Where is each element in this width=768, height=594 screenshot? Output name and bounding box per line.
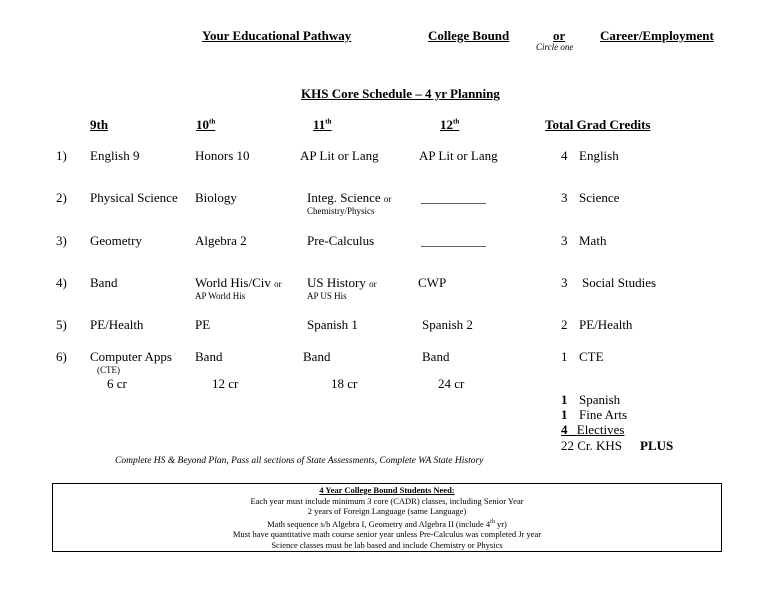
plus-label: PLUS — [640, 438, 674, 453]
pathway-label: Your Educational Pathway — [202, 28, 352, 43]
column-header-9th: 9th — [90, 117, 109, 132]
college-bound-requirements-box — [52, 483, 722, 552]
cumulative-credits-12th: 24 cr — [438, 376, 465, 391]
row-number: 6) — [56, 349, 67, 364]
course-9th: Geometry — [90, 233, 142, 248]
course-11th-alternative: Chemistry/Physics — [307, 206, 375, 216]
additional-requirements: Complete HS & Beyond Plan, Pass all sections of State Assessments, Complete WA State History — [115, 456, 484, 466]
credit-count: 1 — [561, 349, 568, 364]
or-text: or — [553, 28, 566, 43]
course-11th: Integ. Science or — [307, 190, 392, 205]
course-11th: US History or — [307, 275, 377, 290]
credit-subject: Science — [579, 190, 620, 205]
row-number: 2) — [56, 190, 67, 205]
credit-count: 3 — [561, 190, 568, 205]
column-header-11th: 11th — [313, 117, 332, 132]
course-10th: World His/Civ or — [195, 275, 282, 290]
credit-subject: PE/Health — [579, 317, 633, 332]
credit-subject: Social Studies — [582, 275, 657, 290]
course-10th: Honors 10 — [195, 148, 250, 163]
course-11th: AP Lit or Lang — [300, 148, 379, 163]
course-9th: Computer Apps — [90, 349, 172, 364]
column-header-10th: 10th — [196, 117, 216, 132]
box-title: 4 Year College Bound Students Need: — [319, 485, 455, 495]
course-10th: Algebra 2 — [195, 233, 247, 248]
course-11th: Band — [303, 349, 331, 364]
column-header-12th: 12th — [440, 117, 460, 132]
course-10th: Band — [195, 349, 223, 364]
circle-one-instruction: Circle one — [536, 42, 574, 52]
course-9th: Physical Science — [90, 190, 178, 205]
college-bound-option[interactable]: College Bound — [428, 28, 510, 43]
column-header-total-credits: Total Grad Credits — [545, 117, 651, 132]
career-employment-option[interactable]: Career/Employment — [600, 28, 714, 43]
credit-subject: Math — [579, 233, 607, 248]
course-10th-alternative: AP World His — [195, 291, 246, 301]
credit-count: 3 — [561, 275, 568, 290]
cumulative-credits-11th: 18 cr — [331, 376, 358, 391]
course-10th: Biology — [195, 190, 237, 205]
course-12th-blank: __________ — [421, 233, 486, 248]
extra-credit-subject: Fine Arts — [579, 407, 628, 422]
course-10th: PE — [195, 317, 211, 332]
course-11th-alternative: AP US His — [307, 291, 347, 301]
course-9th: PE/Health — [90, 317, 144, 332]
course-12th-blank: __________ — [421, 190, 486, 205]
cumulative-credits-9th: 6 cr — [107, 376, 127, 391]
box-line: Must have quantitative math course senior year unless Pre-Calculus was completed Jr year — [232, 529, 542, 540]
credit-subject: English — [579, 148, 619, 163]
extra-credit-count: 4 — [561, 422, 568, 437]
schedule-title: KHS Core Schedule – 4 yr Planning — [301, 86, 500, 101]
box-line: 2 years of Foreign Language (same Language) — [307, 506, 467, 517]
row-number: 4) — [56, 275, 67, 290]
course-9th-note: (CTE) — [97, 365, 120, 375]
course-9th: Band — [90, 275, 118, 290]
credit-count: 3 — [561, 233, 568, 248]
total-credits-value: 22 Cr. KHS — [561, 438, 623, 453]
row-number: 3) — [56, 233, 67, 248]
course-12th: Band — [422, 349, 450, 364]
course-12th: CWP — [418, 275, 447, 290]
box-line: Each year must include minimum 3 core (CADR) classes, including Senior Year — [250, 495, 524, 506]
box-line: Math sequence s/b Algebra I, Geometry and Algebra II (include 4th yr) — [267, 518, 507, 529]
course-11th: Spanish 1 — [307, 317, 358, 332]
course-12th: Spanish 2 — [422, 317, 473, 332]
course-12th: AP Lit or Lang — [419, 148, 498, 163]
box-line: Science classes must be lab based and include Chemistry or Physics — [271, 539, 503, 550]
course-9th: English 9 — [90, 148, 140, 163]
extra-credit-count: 1 — [561, 407, 568, 422]
credit-count: 4 — [561, 148, 568, 163]
credit-count: 2 — [561, 317, 568, 332]
extra-credit-subject: Spanish — [579, 392, 621, 407]
row-number: 1) — [56, 148, 67, 163]
credit-subject: CTE — [579, 349, 604, 364]
extra-credit-count: 1 — [561, 392, 568, 407]
extra-credit-subject: Electives — [576, 422, 625, 437]
course-11th: Pre-Calculus — [307, 233, 375, 248]
row-number: 5) — [56, 317, 67, 332]
cumulative-credits-10th: 12 cr — [212, 376, 239, 391]
